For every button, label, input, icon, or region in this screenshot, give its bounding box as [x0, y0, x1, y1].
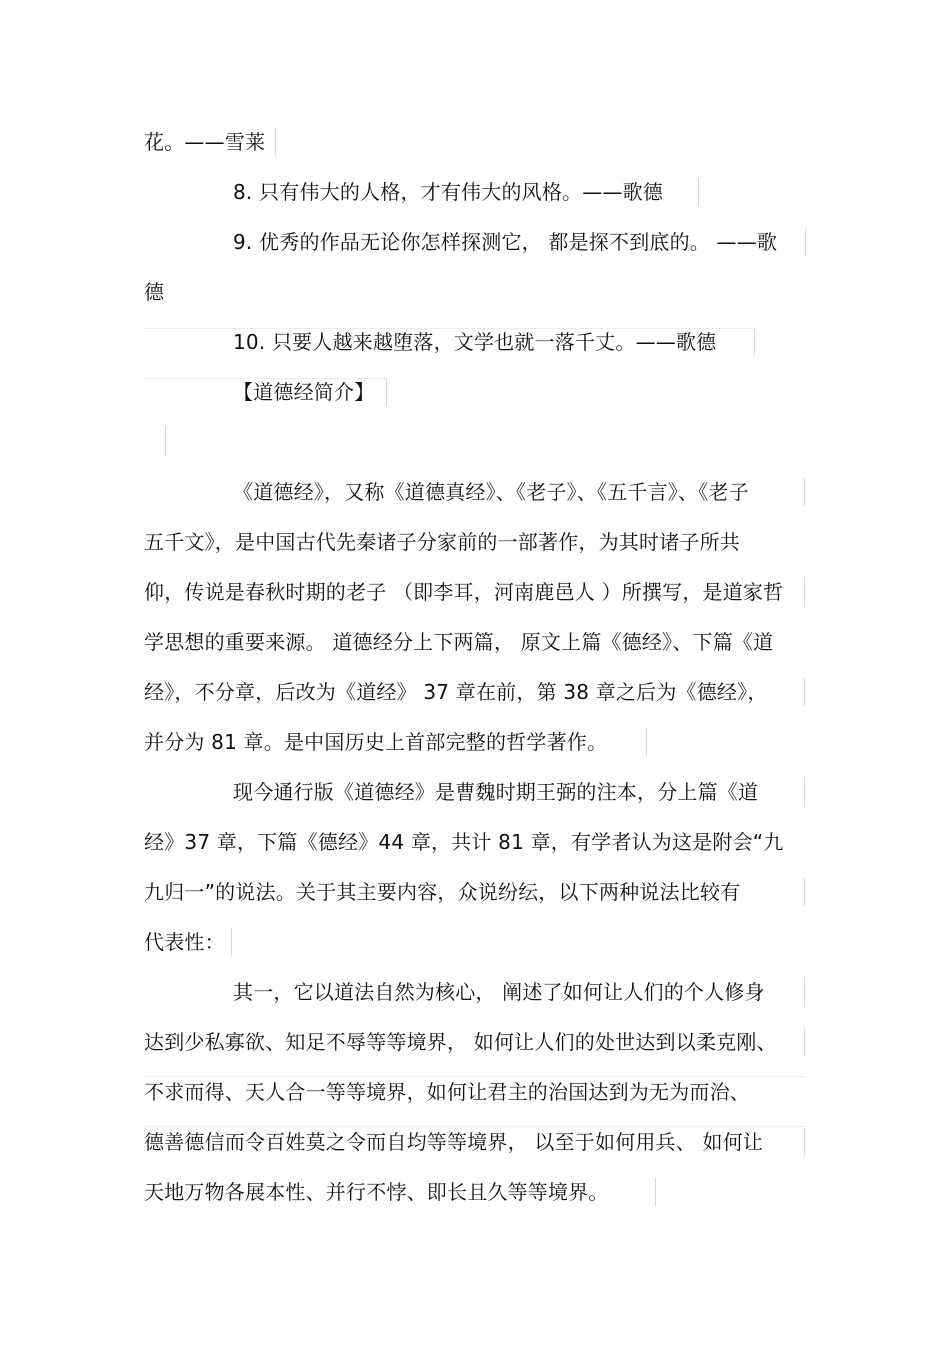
scan-artifact-line: [231, 928, 232, 956]
paragraph-line: 《道德经》，又称《道德真经》、《老子》、《五千言》、《老子: [233, 480, 749, 504]
paragraph-line: 代表性：: [144, 930, 225, 954]
scan-artifact-line: [646, 728, 647, 756]
paragraph-line: 学思想的重要来源。 道德经分上下两篇， 原文上篇《德经》、下篇《道: [144, 630, 774, 654]
paragraph-line: 经》，不分章，后改为《道经》 37 章在前，第 38 章之后为《德经》，: [144, 680, 768, 704]
paragraph-line: 达到少私寡欲、知足不辱等等境界， 如何让人们的处世达到以柔克刚、: [144, 1030, 777, 1054]
paragraph-line: 天地万物各展本性、并行不悖、即长且久等等境界。: [144, 1180, 609, 1204]
paragraph-line: 五千文》，是中国古代先秦诸子分家前的一部著作，为其时诸子所共: [144, 530, 740, 554]
scan-artifact-line: [275, 128, 276, 156]
quote-8: 8. 只有伟大的人格，才有伟大的风格。——歌德: [233, 180, 664, 204]
paragraph-line: 并分为 81 章。是中国历史上首部完整的哲学著作。: [144, 730, 608, 754]
scan-artifact-line: [804, 1028, 805, 1056]
scan-artifact-line: [804, 778, 805, 806]
scan-artifact-line: [144, 328, 756, 329]
section-heading: 【道德经简介】: [233, 380, 375, 404]
quote-10: 10. 只要人越来越堕落，文学也就一落千丈。——歌德: [233, 330, 717, 354]
scan-artifact-line: [804, 578, 805, 606]
paragraph-line: 德善德信而令百姓莫之令而自均等等境界， 以至于如何用兵、 如何让: [144, 1130, 764, 1154]
text-line: 德: [144, 280, 165, 304]
quote-9: 9. 优秀的作品无论你怎样探测它， 都是探不到底的。 ——歌: [233, 230, 778, 254]
paragraph-line: 现今通行版《道德经》是曹魏时期王弼的注本，分上篇《道: [233, 780, 759, 804]
scan-artifact-line: [804, 978, 805, 1006]
scan-artifact-line: [144, 378, 388, 379]
scan-artifact-line: [655, 1178, 656, 1206]
paragraph-line: 其一，它以道法自然为核心， 阐述了如何让人们的个人修身: [233, 980, 765, 1004]
text-line: 花。——雪莱: [144, 130, 266, 154]
scan-artifact-line: [698, 178, 699, 206]
scan-artifact-line: [805, 228, 806, 256]
scan-artifact-line: [804, 1128, 805, 1156]
scan-artifact-line: [144, 1126, 806, 1127]
scan-artifact-line: [144, 1076, 806, 1077]
scan-artifact-line: [754, 328, 755, 356]
paragraph-line: 仰，传说是春秋时期的老子 （即李耳，河南鹿邑人 ）所撰写，是道家哲: [144, 580, 784, 604]
paragraph-line: 经》37 章，下篇《德经》44 章，共计 81 章，有学者认为这是附会“九: [144, 830, 784, 854]
scan-artifact-line: [386, 378, 387, 406]
paragraph-line: 不求而得、天人合一等等境界，如何让君主的治国达到为无为而治、: [144, 1080, 750, 1104]
scan-artifact-line: [804, 678, 805, 706]
paragraph-line: 九归一”的说法。关于其主要内容，众说纷纭，以下两种说法比较有: [144, 880, 741, 904]
scan-artifact-line: [804, 478, 805, 506]
scan-artifact-line: [165, 426, 166, 456]
scan-artifact-line: [804, 878, 805, 906]
